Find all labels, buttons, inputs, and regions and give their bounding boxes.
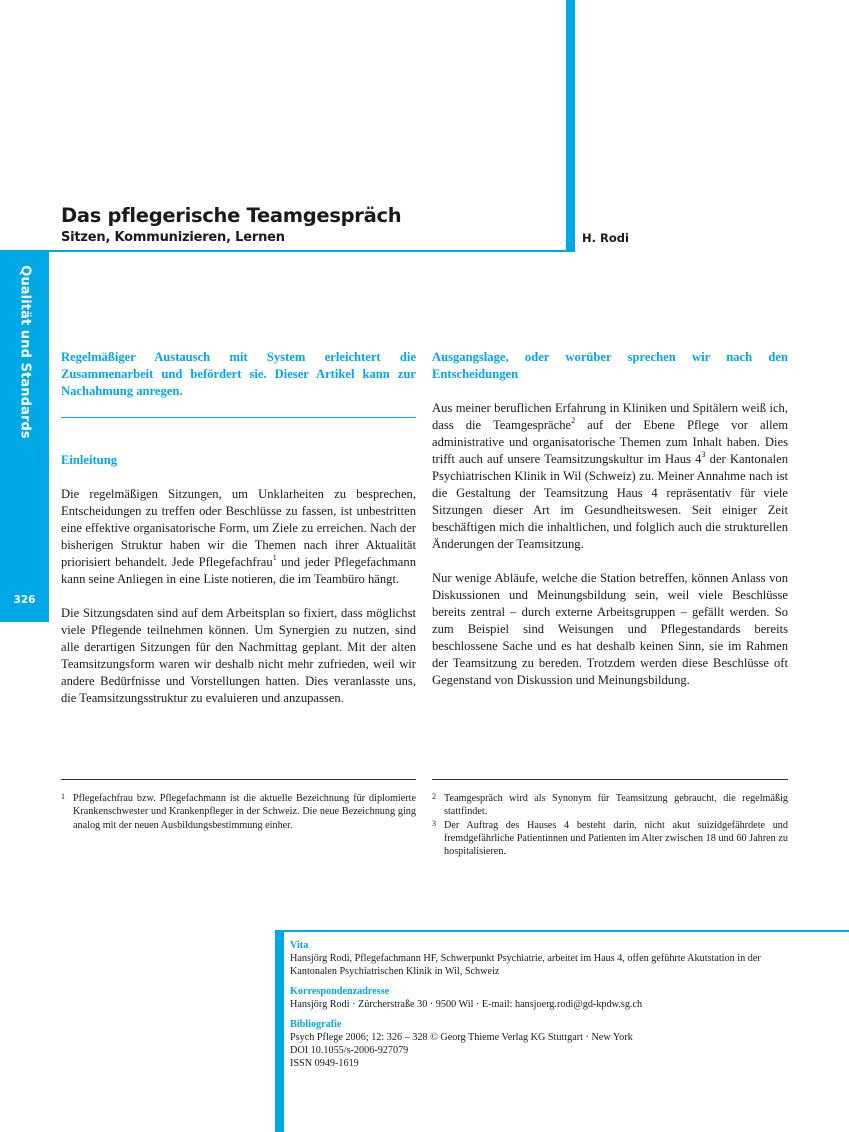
bibliography-heading: Bibliografie bbox=[290, 1019, 342, 1030]
vita-block bbox=[290, 939, 790, 978]
section-heading-introduction: Einleitung bbox=[61, 453, 117, 467]
bibliography-doi[interactable]: DOI 10.1055/s-2006-927079 bbox=[290, 1045, 409, 1056]
vita-text: Hansjörg Rodi, Pflegefachmann HF, Schwerpunkt Psychiatrie, arbeitet im Haus 4, offen geführte Akutstation in der Kantonalen Psychiatrischen Klinik in Wil, Schweiz bbox=[290, 953, 761, 977]
correspondence-block bbox=[290, 985, 790, 1011]
correspondence-text[interactable]: Hansjörg Rodi · Zürcherstraße 30 · 9500 Wil · E-mail: hansjoerg.rodi@gd-kpdw.sg.ch bbox=[290, 999, 643, 1010]
info-accent-bar bbox=[275, 930, 284, 1132]
header-rule bbox=[0, 250, 575, 252]
footnote-text: Der Auftrag des Hauses 4 besteht darin, nicht akut suizidgefährdete und fremdgefährliche Patientinnen und Patienten im Alter zwischen 18 und 60 Jahren zu hospitalisieren. bbox=[444, 819, 788, 858]
bibliography-citation: Psych Pflege 2006; 12: 326 – 328 © Georg Thieme Verlag KG Stuttgart · New York bbox=[290, 1032, 633, 1043]
section-heading-background: Ausgangslage, oder worüber sprechen wir nach den Entscheidungen bbox=[432, 350, 788, 381]
paragraph-text: Aus meiner beruflichen Erfahrung in Kliniken und Spitälern weiß ich, dass die Teamgespräche bbox=[432, 401, 788, 432]
article-author: H. Rodi bbox=[582, 231, 629, 245]
footnote-rule bbox=[432, 779, 788, 780]
footnote-number: 2 bbox=[432, 792, 436, 801]
article-subtitle: Sitzen, Kommunizieren, Lernen bbox=[61, 230, 285, 245]
left-column bbox=[61, 349, 416, 707]
bibliography-issn: ISSN 0949-1619 bbox=[290, 1058, 359, 1069]
paragraph: Nur wenige Abläufe, welche die Station betreffen, können Anlass von Diskussionen und Meinungsbildung sein, weil viele Beschlüsse bereits zentral – durch externe Arbeitsgruppen – gefällt werden. So zum Beispiel sind Weisungen und Pflegestandards bereits beschlossene Sache und es hat deshalb keinen Sinn, sie im Rahmen der Teamsitzung zu bereden. Trotzdem werden diese Beschlüsse oft Gegenstand von Diskussion und Meinungsbildung. bbox=[432, 571, 788, 687]
paragraph-text: der Kantonalen Psychiatrischen Klinik in Wil (Schweiz) zu. Meiner Annahme nach ist die Gestaltung der Teamsitzung Haus 4 repräsentativ für viele Sitzungen dieser Art im Gesundheitswesen. Seit einiger Zeit beschäftigen mich die inhaltlichen, und folglich auch die strukturellen Änderungen der Teamsitzung. bbox=[432, 452, 788, 551]
right-column bbox=[432, 349, 788, 689]
paragraph-text: Die regelmäßigen Sitzungen, um Unklarheiten zu besprechen, Entscheidungen zu treffen oder Beschlüsse zu fassen, ist unbestritten eine effektive organisatorische Form, um Ziele zu erreichen. Nach der bisherigen Struktur haben wir die Themen nach ihrer Aktualität priorisiert behandelt. Jede Pflegefachfrau bbox=[61, 487, 416, 569]
footnotes-right bbox=[432, 792, 788, 858]
footnote-ref[interactable]: 2 bbox=[571, 415, 576, 425]
footnotes-left bbox=[61, 792, 416, 832]
info-rule bbox=[275, 930, 849, 932]
section-label: Qualität und Standards bbox=[17, 265, 33, 439]
info-box bbox=[290, 939, 790, 1070]
paragraph bbox=[432, 400, 788, 553]
correspondence-heading: Korrespondenzadresse bbox=[290, 986, 390, 997]
paragraph-text: auf der Ebene Pflege vor allem administrative und organisatorische Themen zum Inhalt haben. Dies trifft auch auf unsere Teamsitzungskultur im Haus 4 bbox=[432, 418, 788, 466]
footnote-ref[interactable]: 3 bbox=[701, 449, 706, 459]
footnote bbox=[432, 819, 788, 859]
footnote-text: Pflegefachfrau bzw. Pflegefachmann ist die aktuelle Bezeichnung für diplomierte Krankenschwester und Krankenpfleger in der Schweiz. Die neue Bezeichnung ging analog mit der neuen Ausbildungsbestimmung einher. bbox=[73, 793, 416, 831]
bibliography-block bbox=[290, 1018, 790, 1070]
top-accent-bar bbox=[566, 0, 575, 252]
footnote-text: Teamgespräch wird als Synonym für Teamsitzung gebraucht, die regelmäßig stattfindet. bbox=[444, 793, 788, 818]
paragraph-text: und jeder Pflegefachmann kann seine Anliegen in eine Liste notieren, die im Teambüro hängt. bbox=[61, 555, 416, 586]
footnote-number: 1 bbox=[61, 792, 65, 801]
vita-heading: Vita bbox=[290, 940, 309, 951]
paragraph: Die Sitzungsdaten sind auf dem Arbeitsplan so fixiert, dass möglichst viele Pflegende teilnehmen können. Um Synergien zu nutzen, sind alle derartigen Sitzungen für den Nachmittag geplant. Mit der alten Teamsitzungsform waren wir deshalb nicht mehr zufrieden, weil wir andere Bedürfnisse und Vorstellungen hatten. Dies veranlasste uns, die Teamsitzungsstruktur zu evaluieren und anzupassen. bbox=[61, 606, 416, 705]
article-title: Das pflegerische Teamgespräch bbox=[61, 204, 402, 227]
footnote-rule bbox=[61, 779, 416, 780]
footnote bbox=[61, 792, 416, 832]
paragraph bbox=[61, 486, 416, 588]
footnote-ref[interactable]: 1 bbox=[272, 552, 277, 562]
article-lead: Regelmäßiger Austausch mit System erleichtert die Zusammenarbeit und befördert sie. Dieser Artikel kann zur Nachahmung anregen. bbox=[61, 350, 416, 398]
footnote-number: 3 bbox=[432, 818, 436, 828]
footnote bbox=[432, 792, 788, 819]
lead-separator bbox=[61, 417, 416, 418]
page-number: 326 bbox=[13, 594, 36, 606]
